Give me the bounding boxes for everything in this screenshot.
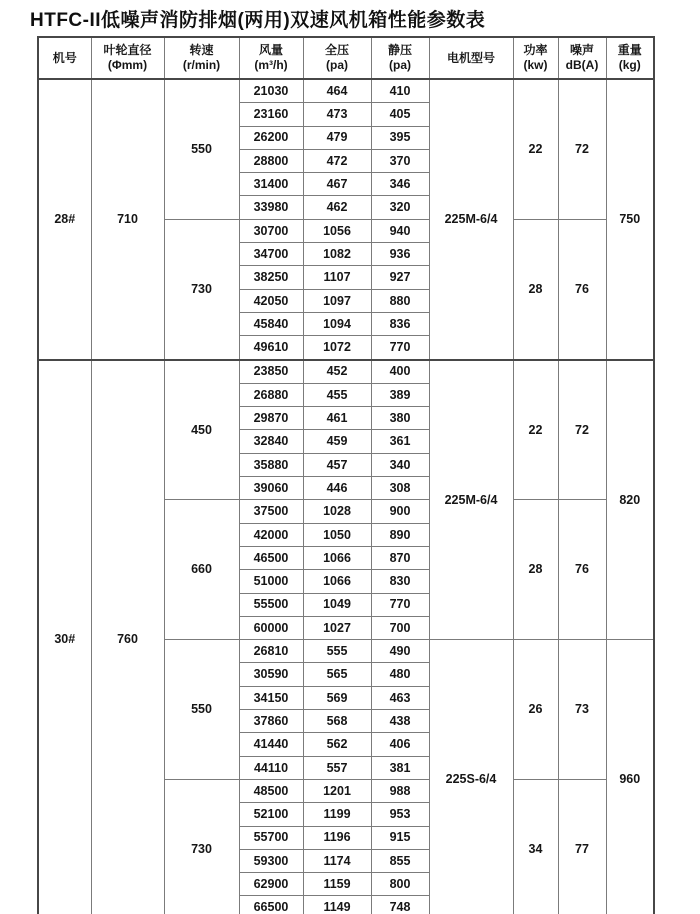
airflow-cell: 48500 (239, 779, 303, 802)
airflow-cell: 60000 (239, 616, 303, 639)
total-pressure-cell: 557 (303, 756, 371, 779)
static-pressure-cell: 890 (371, 523, 429, 546)
static-pressure-cell: 770 (371, 593, 429, 616)
total-pressure-cell: 457 (303, 453, 371, 476)
column-header-power (513, 37, 558, 79)
total-pressure-cell: 462 (303, 196, 371, 219)
airflow-cell: 23160 (239, 103, 303, 126)
airflow-cell: 59300 (239, 849, 303, 872)
header-line2: (kw) (523, 58, 548, 72)
header-line1: 机号 (52, 50, 77, 65)
total-pressure-cell: 555 (303, 640, 371, 663)
static-pressure-cell: 700 (371, 616, 429, 639)
static-pressure-cell: 880 (371, 289, 429, 312)
airflow-cell: 62900 (239, 873, 303, 896)
static-pressure-cell: 800 (371, 873, 429, 896)
speed-cell: 550 (164, 640, 239, 780)
total-pressure-cell: 568 (303, 710, 371, 733)
airflow-cell: 38250 (239, 266, 303, 289)
weight-cell: 960 (606, 640, 654, 914)
header-line2: (r/min) (182, 58, 221, 72)
airflow-cell: 52100 (239, 803, 303, 826)
header-line1: 转速 (189, 43, 214, 57)
power-cell: 22 (513, 79, 558, 219)
static-pressure-cell: 900 (371, 500, 429, 523)
header-line1: 叶轮直径 (103, 43, 152, 57)
header-line2: dB(A) (565, 58, 599, 72)
static-pressure-cell: 490 (371, 640, 429, 663)
static-pressure-cell: 953 (371, 803, 429, 826)
total-pressure-cell: 1159 (303, 873, 371, 896)
static-pressure-cell: 400 (371, 360, 429, 384)
header-line1: 功率 (523, 43, 548, 57)
total-pressure-cell: 1056 (303, 219, 371, 242)
airflow-cell: 37860 (239, 710, 303, 733)
fan-spec-table (37, 36, 655, 914)
total-pressure-cell: 452 (303, 360, 371, 384)
static-pressure-cell: 463 (371, 686, 429, 709)
total-pressure-cell: 479 (303, 126, 371, 149)
total-pressure-cell: 1066 (303, 546, 371, 569)
total-pressure-cell: 565 (303, 663, 371, 686)
total-pressure-cell: 1066 (303, 570, 371, 593)
airflow-cell: 30700 (239, 219, 303, 242)
total-pressure-cell: 1199 (303, 803, 371, 826)
total-pressure-cell: 1094 (303, 312, 371, 335)
header-line1: 电机型号 (446, 50, 495, 65)
power-cell: 28 (513, 219, 558, 359)
total-pressure-cell: 1027 (303, 616, 371, 639)
airflow-cell: 32840 (239, 430, 303, 453)
total-pressure-cell: 461 (303, 407, 371, 430)
total-pressure-cell: 1082 (303, 243, 371, 266)
static-pressure-cell: 308 (371, 477, 429, 500)
static-pressure-cell: 936 (371, 243, 429, 266)
total-pressure-cell: 467 (303, 173, 371, 196)
column-header-diameter (91, 37, 164, 79)
airflow-cell: 26810 (239, 640, 303, 663)
speed-cell: 450 (164, 360, 239, 500)
page-title: HTFC-II低噪声消防排烟(两用)双速风机箱性能参数表 (30, 10, 486, 31)
power-cell: 22 (513, 360, 558, 500)
header-line2: (m³/h) (254, 58, 288, 72)
airflow-cell: 35880 (239, 453, 303, 476)
static-pressure-cell: 381 (371, 756, 429, 779)
header-line1: 全压 (324, 43, 349, 57)
table-header (38, 37, 654, 79)
airflow-cell: 55500 (239, 593, 303, 616)
column-header-airflow (239, 37, 303, 79)
static-pressure-cell: 389 (371, 383, 429, 406)
motor-model-cell: 225S-6/4 (429, 640, 513, 914)
total-pressure-cell: 459 (303, 430, 371, 453)
airflow-cell: 42050 (239, 289, 303, 312)
airflow-cell: 42000 (239, 523, 303, 546)
total-pressure-cell: 446 (303, 477, 371, 500)
airflow-cell: 46500 (239, 546, 303, 569)
static-pressure-cell: 988 (371, 779, 429, 802)
static-pressure-cell: 370 (371, 149, 429, 172)
static-pressure-cell: 770 (371, 336, 429, 360)
static-pressure-cell: 406 (371, 733, 429, 756)
airflow-cell: 66500 (239, 896, 303, 914)
noise-cell: 73 (558, 640, 606, 780)
speed-cell: 550 (164, 79, 239, 219)
noise-cell: 76 (558, 219, 606, 359)
static-pressure-cell: 830 (371, 570, 429, 593)
airflow-cell: 30590 (239, 663, 303, 686)
header-line1: 噪声 (569, 43, 594, 57)
speed-cell: 660 (164, 500, 239, 640)
column-header-motor-model (429, 37, 513, 79)
header-line1: 重量 (617, 43, 642, 57)
airflow-cell: 34700 (239, 243, 303, 266)
speed-cell: 730 (164, 219, 239, 359)
airflow-cell: 49610 (239, 336, 303, 360)
total-pressure-cell: 1149 (303, 896, 371, 914)
column-header-static-pressure (371, 37, 429, 79)
airflow-cell: 34150 (239, 686, 303, 709)
total-pressure-cell: 1072 (303, 336, 371, 360)
power-cell: 34 (513, 779, 558, 914)
airflow-cell: 26200 (239, 126, 303, 149)
noise-cell: 77 (558, 779, 606, 914)
header-line2: (Φmm) (107, 58, 148, 72)
weight-cell: 750 (606, 79, 654, 360)
airflow-cell: 37500 (239, 500, 303, 523)
static-pressure-cell: 405 (371, 103, 429, 126)
total-pressure-cell: 455 (303, 383, 371, 406)
power-cell: 26 (513, 640, 558, 780)
static-pressure-cell: 438 (371, 710, 429, 733)
static-pressure-cell: 480 (371, 663, 429, 686)
airflow-cell: 26880 (239, 383, 303, 406)
static-pressure-cell: 410 (371, 79, 429, 103)
total-pressure-cell: 1174 (303, 849, 371, 872)
static-pressure-cell: 836 (371, 312, 429, 335)
total-pressure-cell: 1107 (303, 266, 371, 289)
static-pressure-cell: 855 (371, 849, 429, 872)
speed-cell: 730 (164, 779, 239, 914)
total-pressure-cell: 1196 (303, 826, 371, 849)
static-pressure-cell: 380 (371, 407, 429, 430)
airflow-cell: 51000 (239, 570, 303, 593)
airflow-cell: 55700 (239, 826, 303, 849)
total-pressure-cell: 473 (303, 103, 371, 126)
static-pressure-cell: 395 (371, 126, 429, 149)
static-pressure-cell: 340 (371, 453, 429, 476)
header-line1: 风量 (258, 43, 283, 57)
total-pressure-cell: 1050 (303, 523, 371, 546)
static-pressure-cell: 320 (371, 196, 429, 219)
header-row (38, 37, 654, 79)
motor-model-cell: 225M-6/4 (429, 360, 513, 640)
airflow-cell: 31400 (239, 173, 303, 196)
total-pressure-cell: 472 (303, 149, 371, 172)
static-pressure-cell: 940 (371, 219, 429, 242)
airflow-cell: 44110 (239, 756, 303, 779)
noise-cell: 72 (558, 79, 606, 219)
airflow-cell: 33980 (239, 196, 303, 219)
column-header-model (38, 37, 91, 79)
airflow-cell: 21030 (239, 79, 303, 103)
weight-cell: 820 (606, 360, 654, 640)
noise-cell: 76 (558, 500, 606, 640)
header-line1: 静压 (387, 43, 412, 57)
static-pressure-cell: 346 (371, 173, 429, 196)
static-pressure-cell: 927 (371, 266, 429, 289)
static-pressure-cell: 748 (371, 896, 429, 914)
total-pressure-cell: 569 (303, 686, 371, 709)
fan-model-cell: 30# (38, 360, 91, 914)
column-header-weight (606, 37, 654, 79)
airflow-cell: 29870 (239, 407, 303, 430)
static-pressure-cell: 361 (371, 430, 429, 453)
diameter-cell: 760 (91, 360, 164, 914)
motor-model-cell: 225M-6/4 (429, 79, 513, 360)
total-pressure-cell: 1028 (303, 500, 371, 523)
total-pressure-cell: 464 (303, 79, 371, 103)
header-line2: (pa) (389, 58, 411, 72)
power-cell: 28 (513, 500, 558, 640)
header-line2: (kg) (618, 58, 641, 72)
airflow-cell: 41440 (239, 733, 303, 756)
column-header-noise (558, 37, 606, 79)
total-pressure-cell: 562 (303, 733, 371, 756)
column-header-speed (164, 37, 239, 79)
table-row (38, 360, 654, 384)
static-pressure-cell: 915 (371, 826, 429, 849)
total-pressure-cell: 1201 (303, 779, 371, 802)
fan-model-cell: 28# (38, 79, 91, 360)
airflow-cell: 28800 (239, 149, 303, 172)
header-line2: (pa) (326, 58, 348, 72)
airflow-cell: 23850 (239, 360, 303, 384)
noise-cell: 72 (558, 360, 606, 500)
table-row (38, 79, 654, 103)
airflow-cell: 39060 (239, 477, 303, 500)
airflow-cell: 45840 (239, 312, 303, 335)
static-pressure-cell: 870 (371, 546, 429, 569)
total-pressure-cell: 1049 (303, 593, 371, 616)
column-header-total-pressure (303, 37, 371, 79)
table-body (38, 79, 654, 914)
total-pressure-cell: 1097 (303, 289, 371, 312)
diameter-cell: 710 (91, 79, 164, 360)
